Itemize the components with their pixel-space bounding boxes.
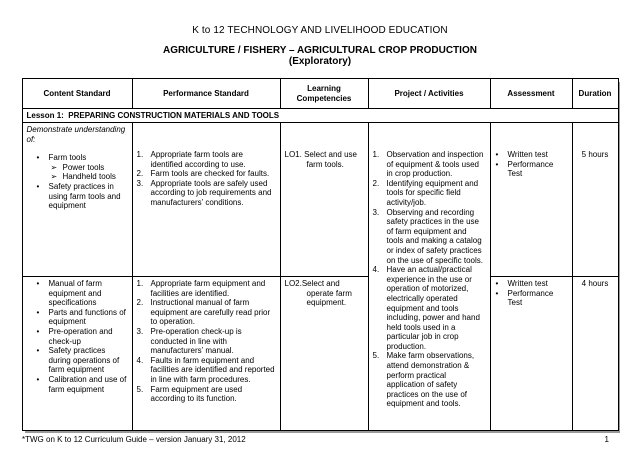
item-text: Faults in farm equipment and facilities are identified and reported in line with farm procedures. <box>150 355 275 384</box>
list-item <box>27 308 128 327</box>
page-footer <box>22 435 618 444</box>
item-text: Farm equipment are used according to its function. <box>150 384 243 404</box>
item-text: Make farm observations, attend demonstration & perform practical application of safety practices on the use of equipment and tools. <box>386 351 475 409</box>
assessment-text: Performance Test <box>507 159 554 179</box>
content-standard-intro: Demonstrate understanding of: <box>26 125 126 144</box>
item-number: 3. <box>372 207 380 217</box>
numbered-item <box>373 150 486 179</box>
item-text: Instructional manual of farm equipment are carefully read prior to operation. <box>150 298 271 327</box>
item-number: 1. <box>136 279 144 288</box>
learning-competency-text: LO2.Select and operate farm equipment. <box>284 279 352 308</box>
numbered-item <box>137 327 276 356</box>
duration-cell-1: 5 hours <box>572 123 618 277</box>
numbered-item <box>373 179 486 208</box>
doc-title-line2: AGRICULTURE / FISHERY – AGRICULTURAL CROP PRODUCTION <box>163 45 477 56</box>
col-header-duration: Duration <box>572 79 618 109</box>
lesson-title: Lesson 1: PREPARING CONSTRUCTION MATERIALS AND TOOLS <box>22 109 618 123</box>
list-subitem <box>27 172 128 182</box>
bullet-icon: • <box>36 153 40 163</box>
page-number: 1 <box>604 435 609 444</box>
item-number: 5. <box>136 384 144 394</box>
numbered-item <box>137 150 276 169</box>
list-item-text: Parts and functions of equipment <box>48 307 126 327</box>
list-item <box>495 279 568 289</box>
item-text: Identifying equipment and tools for specific field activity/job. <box>386 178 479 207</box>
project-activities-cell <box>368 123 490 431</box>
item-text: Have an actual/practical experience in the use or operation of motorized, electrically operated equipment and tools including, power and hand held tools used in a particular job in crop production. <box>386 265 480 351</box>
numbered-item <box>373 265 486 351</box>
item-text: Appropriate farm equipment and facilities are identified. <box>150 279 266 298</box>
col-header-assessment: Assessment <box>490 79 572 109</box>
numbered-item <box>373 351 486 409</box>
item-number: 2. <box>136 298 144 308</box>
numbered-item <box>137 385 276 404</box>
bullet-icon: • <box>495 279 499 288</box>
list-item-text: Manual of farm equipment and specifications <box>48 279 102 308</box>
content-standard-cell-2 <box>22 277 132 431</box>
learning-competency-cell-2 <box>280 277 368 431</box>
bullet-icon: • <box>495 150 499 159</box>
item-number: 3. <box>136 326 144 336</box>
table-row <box>22 277 618 431</box>
assessment-text: Performance Test <box>507 288 554 308</box>
list-item-text: Safety practices during operations of farm equipment <box>48 346 120 375</box>
item-text: Observing and recording safety practices in the use of farm equipment and tools and making a catalog or index of safety practices on the use of specific tools. <box>386 207 483 265</box>
list-item-text: Power tools <box>62 162 105 172</box>
item-text: Farm tools are checked for faults. <box>150 169 270 179</box>
spacer <box>27 144 128 153</box>
assessment-text: Written test <box>507 279 548 288</box>
bullet-icon: • <box>36 279 40 288</box>
list-item <box>27 375 128 394</box>
list-item <box>495 289 568 308</box>
list-item <box>495 160 568 179</box>
arrow-bullet-icon: ➢ <box>50 162 58 172</box>
bullet-icon: • <box>495 159 499 169</box>
list-item <box>495 150 568 160</box>
item-number: 4. <box>372 265 380 275</box>
list-item <box>27 182 128 211</box>
list-item <box>27 279 128 308</box>
table-row <box>22 123 618 277</box>
footer-note: *TWG on K to 12 Curriculum Guide – version January 31, 2012 <box>22 435 246 444</box>
item-number: 1. <box>372 150 380 159</box>
performance-standard-cell-1 <box>132 123 280 277</box>
list-item-text: Farm tools <box>48 153 87 163</box>
numbered-item <box>137 279 276 298</box>
col-header-project-activities: Project / Activities <box>368 79 490 109</box>
arrow-bullet-icon: ➢ <box>50 172 58 182</box>
numbered-item <box>137 298 276 327</box>
content-standard-cell-1 <box>22 123 132 277</box>
numbered-item <box>137 356 276 385</box>
col-header-learning-competencies: Learning Competencies <box>280 79 368 109</box>
bullet-icon: • <box>36 346 40 356</box>
page-title-block <box>0 0 640 67</box>
bullet-icon: • <box>495 288 499 298</box>
performance-standard-cell-2 <box>132 277 280 431</box>
item-text: Appropriate tools are safely used according to job requirements and manufacturers’ conditions. <box>150 178 272 207</box>
list-item <box>27 153 128 163</box>
item-number: 5. <box>372 351 380 361</box>
list-item-text: Pre-operation and check-up <box>48 326 113 346</box>
doc-title-line3: (Exploratory) <box>288 56 352 67</box>
learning-competency-text: LO1. Select and use farm tools. <box>284 150 357 169</box>
table-header-row <box>22 79 618 109</box>
item-text: Observation and inspection of equipment & tools used in crop production. <box>386 150 484 179</box>
numbered-item <box>373 208 486 266</box>
item-number: 4. <box>136 355 144 365</box>
col-header-content-standard: Content Standard <box>22 79 132 109</box>
list-item <box>27 346 128 375</box>
list-item-text: Handheld tools <box>62 172 116 182</box>
list-item-text: Calibration and use of farm equipment <box>48 374 127 394</box>
item-number: 1. <box>136 150 144 159</box>
col-header-performance-standard: Performance Standard <box>132 79 280 109</box>
list-item-text: Safety practices in using farm tools and equipment <box>48 181 121 211</box>
item-number: 3. <box>136 178 144 188</box>
list-subitem <box>27 163 128 173</box>
bullet-icon: • <box>36 374 40 384</box>
assessment-cell-1 <box>490 123 572 277</box>
assessment-text: Written test <box>507 150 548 159</box>
doc-title-line1: K to 12 TECHNOLOGY AND LIVELIHOOD EDUCATION <box>192 25 448 36</box>
item-text: Appropriate farm tools are identified according to use. <box>150 150 246 169</box>
bullet-icon: • <box>36 326 40 336</box>
item-text: Pre-operation check-up is conducted in line with manufacturers’ manual. <box>150 326 242 356</box>
item-number: 2. <box>372 178 380 188</box>
lesson-row <box>22 109 618 123</box>
numbered-item <box>137 169 276 179</box>
bullet-icon: • <box>36 181 40 191</box>
bullet-icon: • <box>36 307 40 317</box>
assessment-cell-2 <box>490 277 572 431</box>
learning-competency-cell-1 <box>280 123 368 277</box>
list-item <box>27 327 128 346</box>
item-number: 2. <box>136 169 144 179</box>
numbered-item <box>137 179 276 208</box>
curriculum-table <box>22 78 619 431</box>
duration-cell-2: 4 hours <box>572 277 618 431</box>
